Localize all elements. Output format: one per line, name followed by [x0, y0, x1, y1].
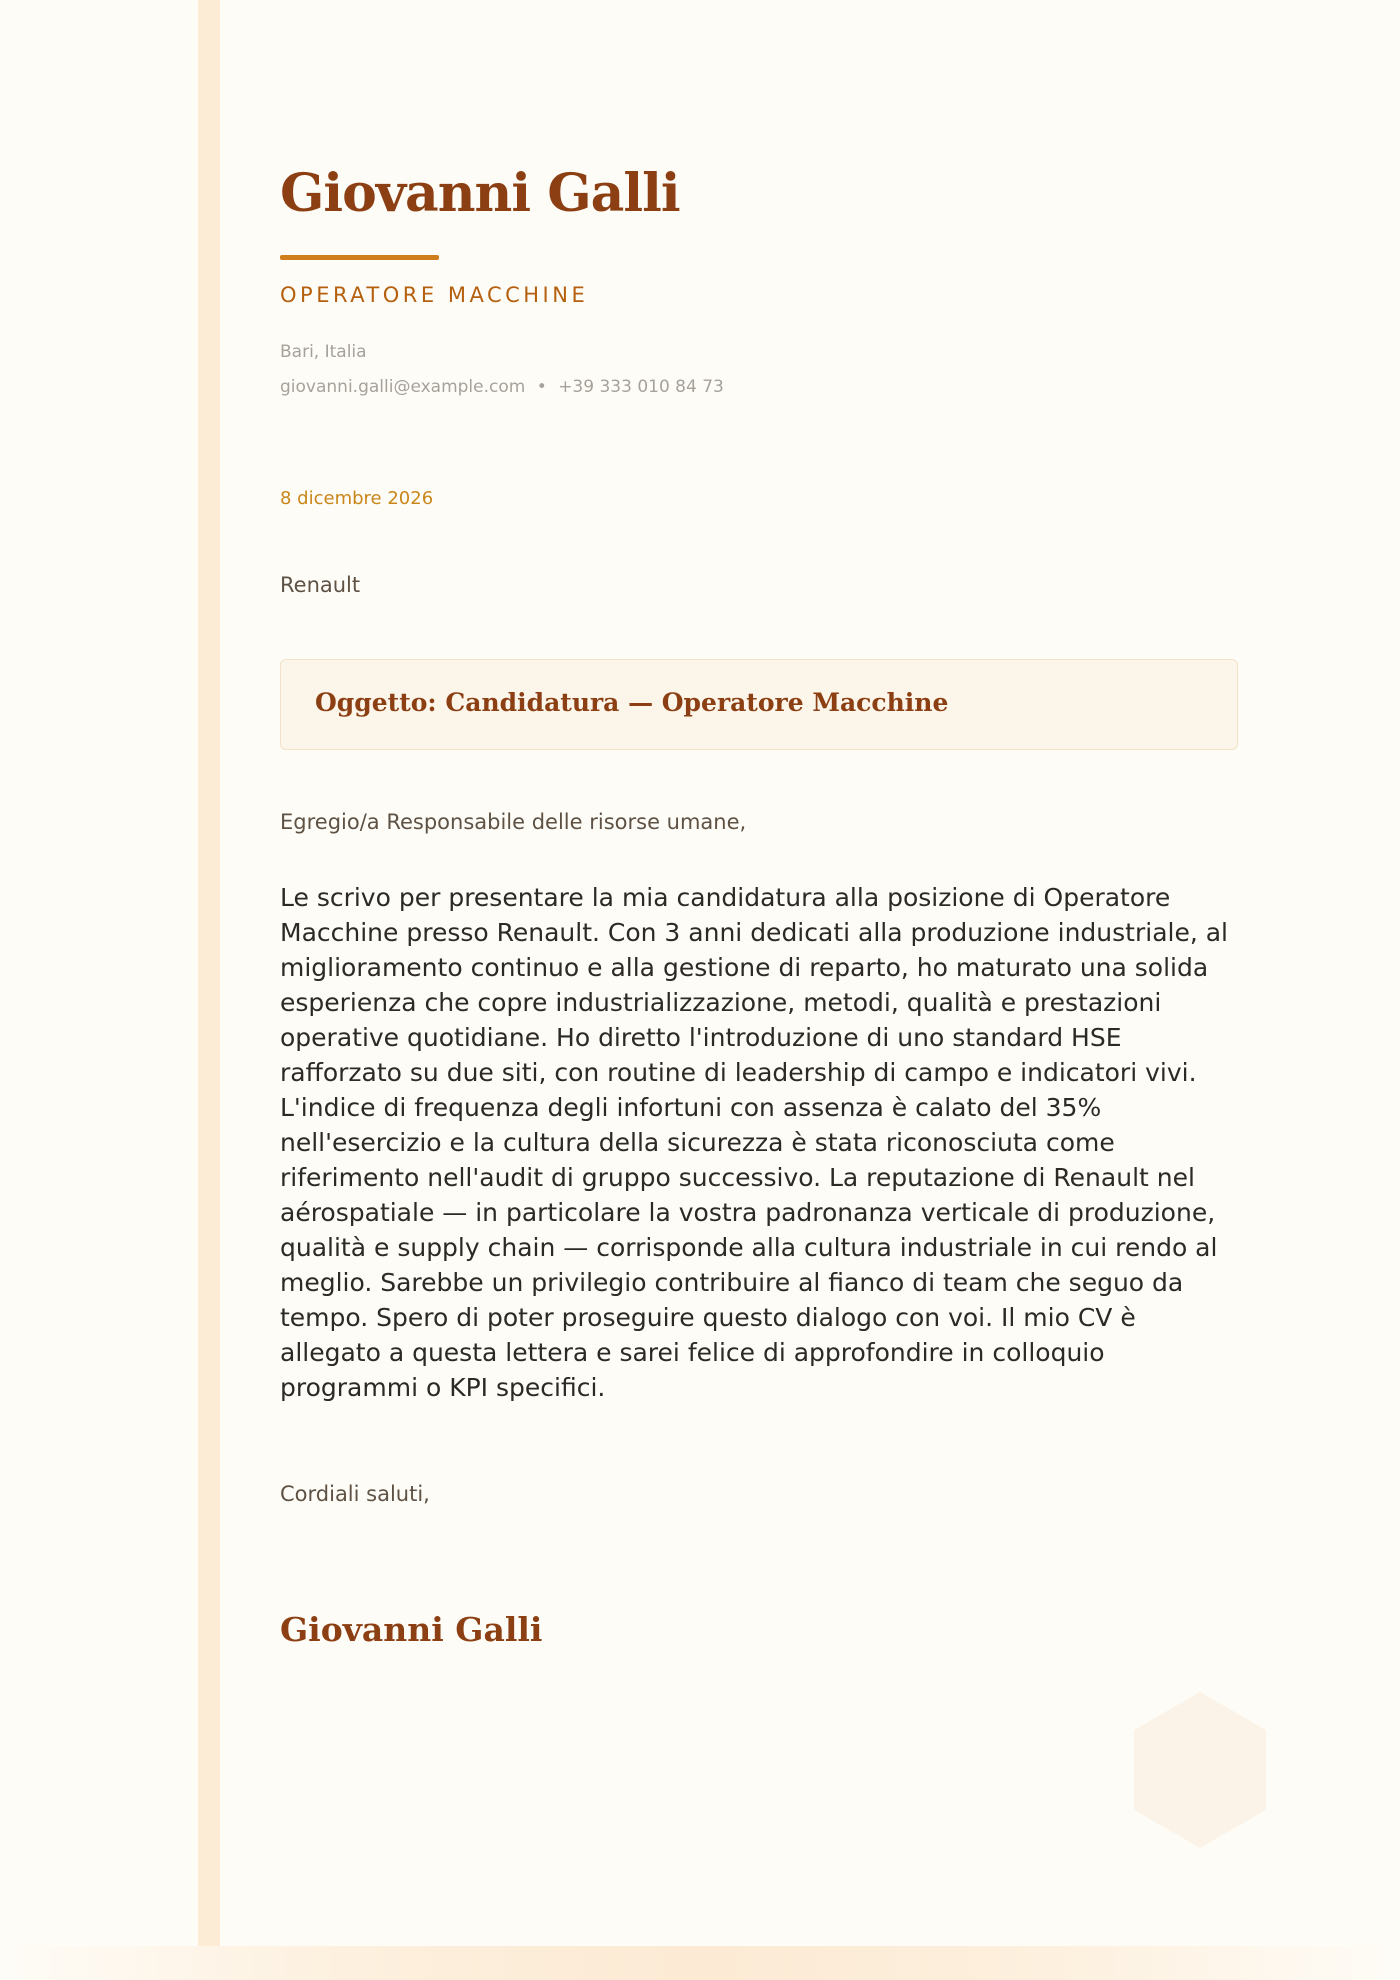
closing: Cordiali saluti,	[280, 1482, 430, 1506]
job-title: OPERATORE MACCHINE	[280, 283, 589, 307]
hexagon-decor-icon	[1130, 1690, 1270, 1850]
name-underline	[280, 255, 439, 260]
sender-name: Giovanni Galli	[280, 163, 680, 224]
sender-location: Bari, Italia	[280, 342, 367, 362]
signature: Giovanni Galli	[280, 1610, 543, 1649]
subject-line: Oggetto: Candidatura — Operatore Macchine	[315, 688, 949, 717]
contact-separator: •	[536, 377, 547, 397]
recipient-company: Renault	[280, 573, 361, 597]
sender-phone: +39 333 010 84 73	[558, 377, 724, 397]
letter-date: 8 dicembre 2026	[280, 488, 434, 509]
salutation: Egregio/a Responsabile delle risorse umane,	[280, 810, 747, 834]
left-accent-stripe	[198, 0, 220, 1980]
bottom-gradient-band	[0, 1946, 1400, 1980]
contact-line	[280, 377, 724, 397]
subject-box	[280, 659, 1238, 750]
sender-email: giovanni.galli@example.com	[280, 377, 526, 397]
letter-body: Le scrivo per presentare la mia candidatura alla posizione di Operatore Macchine presso Renault. Con 3 anni dedicati alla produzione industriale, al miglioramento continuo e alla gestione di reparto, ho maturato una solida esperienza che copre industrializzazione, metodi, qualità e prestazioni operative quotidiane. Ho diretto l'introduzione di uno standard HSE rafforzato su due siti, con routine di leadership di campo e indicatori vivi. L'indice di frequenza degli infortuni con assenza è calato del 35% nell'esercizio e la cultura della sicurezza è stata riconosciuta come riferimento nell'audit di gruppo successivo. La reputazione di Renault nel aérospatiale — in particolare la vostra padronanza verticale di produzione, qualità e supply chain — corrisponde alla cultura industriale in cui rendo al meglio. Sarebbe un privilegio contribuire al fianco di team che seguo da tempo. Spero di poter proseguire questo dialogo con voi. Il mio CV è allegato a questa lettera e sarei felice di approfondire in colloquio programmi o KPI specifici.	[280, 883, 1228, 1402]
